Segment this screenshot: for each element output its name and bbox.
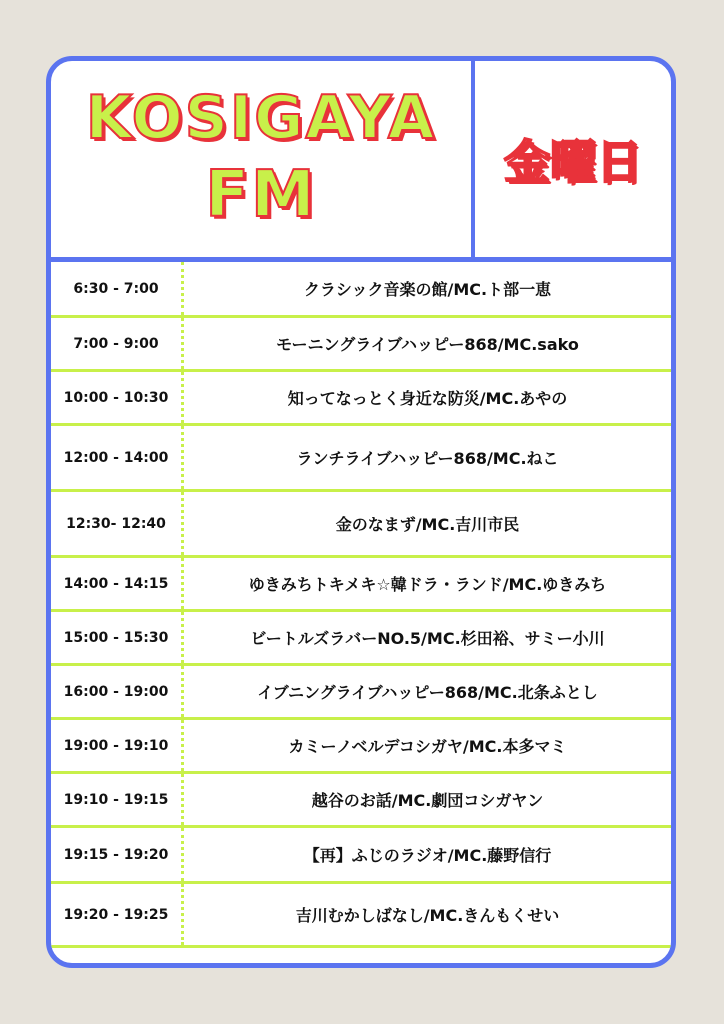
schedule-row [51, 774, 671, 828]
logo-line1: KOSIGAYA [85, 83, 437, 153]
program-title: モーニングライブハッピー868/MC.sako [276, 335, 579, 354]
schedule-list [51, 262, 671, 948]
time-slot: 16:00 - 19:00 [63, 683, 169, 700]
time-slot: 19:10 - 19:15 [63, 791, 169, 808]
schedule-row [51, 666, 671, 720]
time-slot: 14:00 - 14:15 [63, 575, 169, 592]
program-title: ゆきみちトキメキ☆韓ドラ・ランド/MC.ゆきみち [248, 575, 607, 594]
time-slot: 6:30 - 7:00 [73, 280, 159, 297]
time-slot: 7:00 - 9:00 [73, 335, 159, 352]
station-logo [51, 81, 471, 235]
schedule-row [51, 558, 671, 612]
schedule-row [51, 828, 671, 884]
time-slot: 12:30- 12:40 [66, 515, 166, 532]
program-title: カミーノベルデコシガヤ/MC.本多マミ [288, 737, 567, 756]
schedule-row [51, 318, 671, 372]
program-title: 知ってなっとく身近な防災/MC.あやの [287, 389, 568, 408]
program-title: ランチライブハッピー868/MC.ねこ [296, 449, 559, 468]
program-title: 越谷のお話/MC.劇団コシガヤン [311, 791, 544, 810]
header [51, 61, 671, 261]
schedule-row [51, 720, 671, 774]
schedule-row [51, 612, 671, 666]
logo-line2: FM [205, 158, 317, 232]
program-title: 【再】ふじのラジオ/MC.藤野信行 [303, 846, 552, 865]
schedule-row [51, 492, 671, 558]
schedule-row [51, 884, 671, 948]
program-title: 吉川むかしばなし/MC.きんもくせい [295, 906, 560, 925]
day-label: 金曜日 [504, 135, 642, 189]
program-title: 金のなまず/MC.吉川市民 [335, 515, 520, 534]
schedule-row [51, 426, 671, 492]
schedule-card [46, 56, 676, 968]
program-title: イブニングライブハッピー868/MC.北条ふとし [257, 683, 598, 702]
time-slot: 19:15 - 19:20 [63, 846, 169, 863]
schedule-row [51, 262, 671, 318]
time-slot: 19:00 - 19:10 [63, 737, 169, 754]
time-slot: 19:20 - 19:25 [63, 906, 169, 923]
program-title: ビートルズラバーNO.5/MC.杉田裕、サミー小川 [250, 629, 605, 648]
time-slot: 15:00 - 15:30 [63, 629, 169, 646]
program-title: クラシック音楽の館/MC.ト部一恵 [303, 280, 552, 299]
time-slot: 12:00 - 14:00 [63, 449, 169, 466]
schedule-row [51, 372, 671, 426]
time-slot: 10:00 - 10:30 [63, 389, 169, 406]
